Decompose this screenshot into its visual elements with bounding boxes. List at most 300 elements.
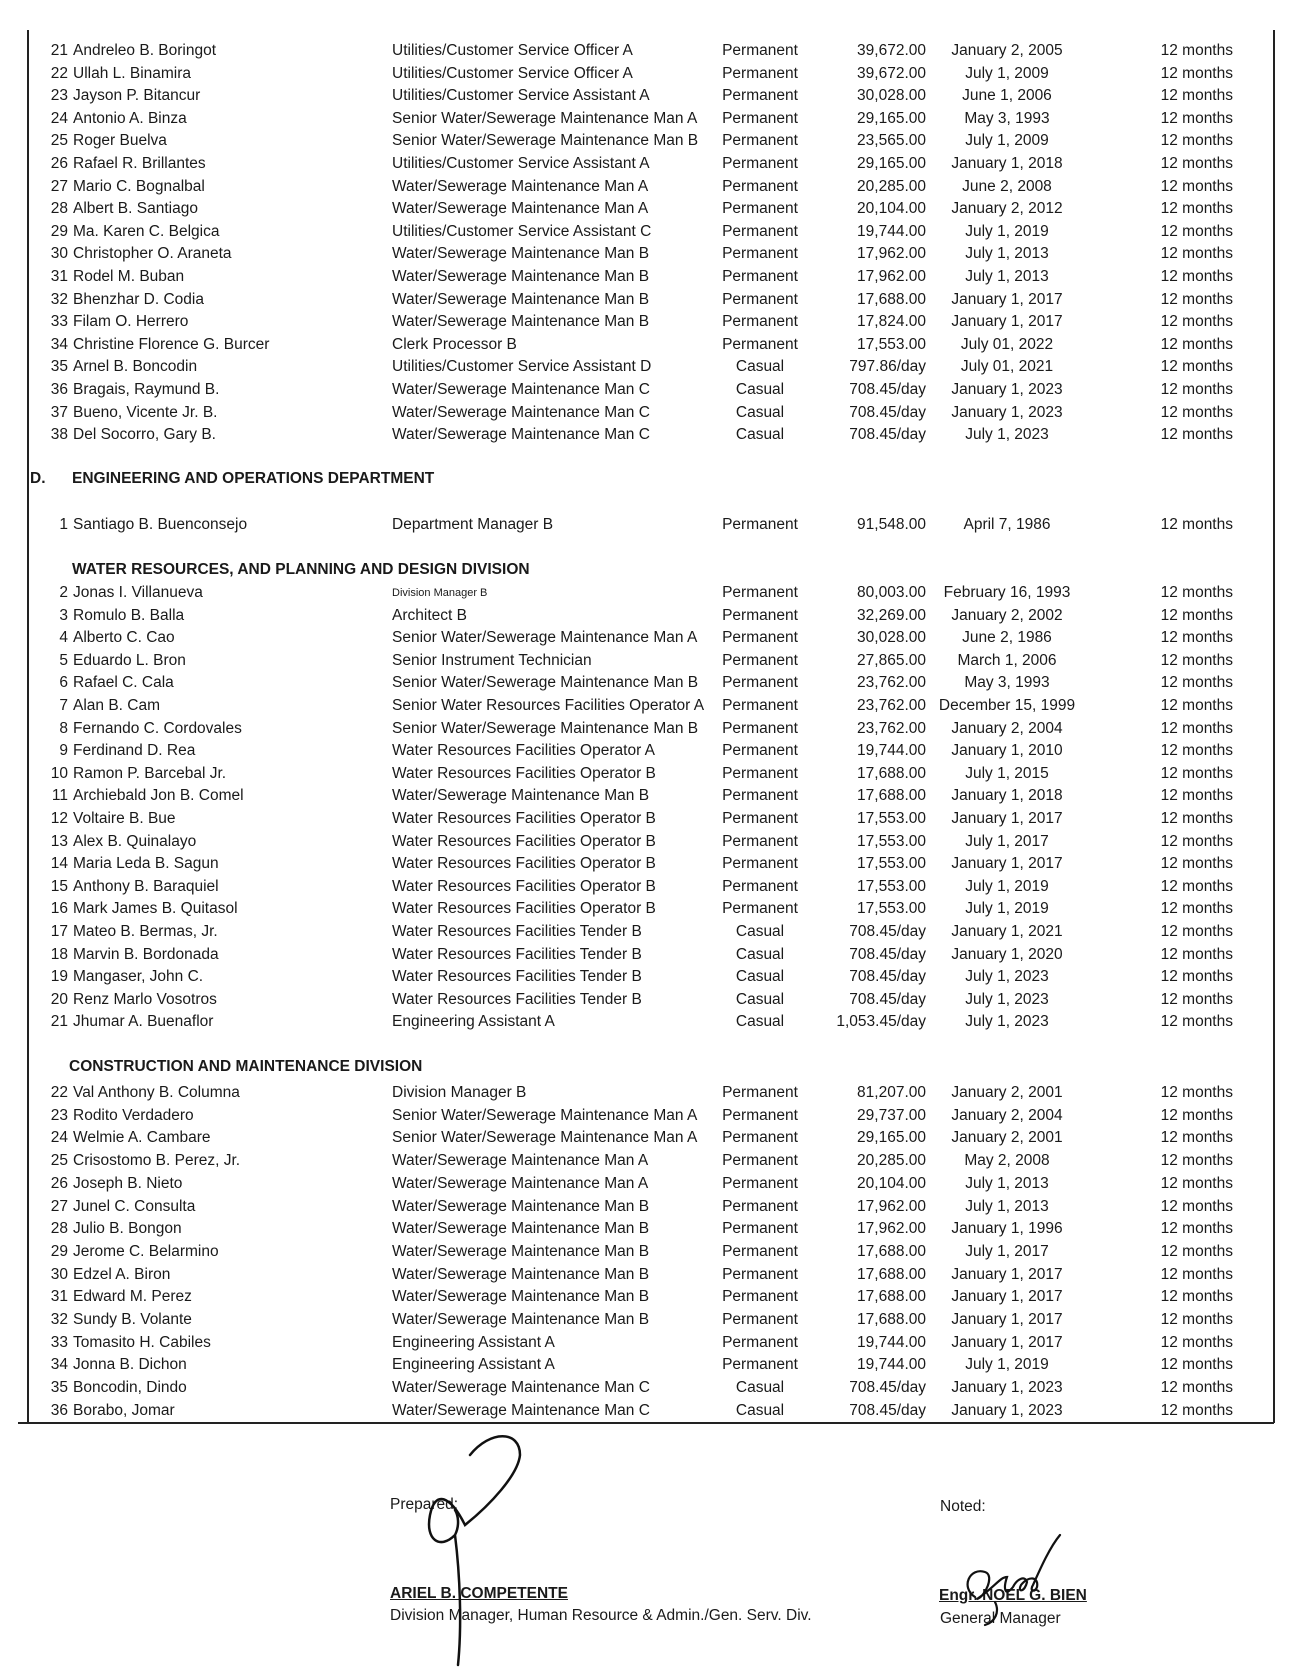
row-number: 36 <box>50 1401 68 1419</box>
employment-status: Permanent <box>722 1311 798 1328</box>
original-appointment-date: January 1, 2021 <box>951 923 1063 940</box>
employee-name: Rodito Verdadero <box>73 1106 194 1124</box>
employment-status: Casual <box>735 1401 785 1419</box>
row-number: 29 <box>50 222 68 240</box>
employee-name: Welmie A. Cambare <box>73 1129 211 1147</box>
salary: 39,672.00 <box>857 42 926 59</box>
duration: 12 months <box>1160 1288 1233 1306</box>
salary: 17,553.00 <box>857 877 926 895</box>
table-row <box>0 1286 1298 1308</box>
employment-status: Permanent <box>722 810 798 827</box>
position-title: Water/Sewerage Maintenance Man B <box>392 245 650 263</box>
table-row <box>0 514 1298 536</box>
employment-status: Permanent <box>722 200 798 218</box>
salary: 17,688.00 <box>857 1288 926 1306</box>
salary: 17,688.00 <box>857 1311 926 1328</box>
table-row <box>0 1332 1298 1354</box>
noted-title: General Manager <box>940 1610 1061 1627</box>
original-appointment-date: July 1, 2023 <box>965 990 1049 1008</box>
table-row <box>0 221 1298 243</box>
duration: 12 months <box>1160 268 1233 285</box>
employment-status: Casual <box>735 426 785 444</box>
position-title: Senior Instrument Technician <box>392 651 592 669</box>
original-appointment-date: July 1, 2023 <box>965 1013 1049 1031</box>
duration: 12 months <box>1160 584 1233 601</box>
employment-status: Casual <box>735 1379 785 1397</box>
table-row <box>0 1150 1298 1172</box>
table-row <box>0 989 1298 1011</box>
employee-name: Fernando C. Cordovales <box>73 719 242 737</box>
original-appointment-date: July 1, 2017 <box>965 832 1049 850</box>
salary: 17,824.00 <box>857 313 926 331</box>
salary: 23,762.00 <box>857 674 926 692</box>
original-appointment-date: July 1, 2013 <box>965 1174 1049 1192</box>
original-appointment-date: March 1, 2006 <box>957 651 1057 669</box>
row-number: 6 <box>59 674 68 692</box>
row-number: 20 <box>50 990 68 1008</box>
position-title: Department Manager B <box>392 516 554 533</box>
salary: 17,688.00 <box>857 1242 926 1260</box>
position-title: Water Resources Facilities Tender B <box>392 923 642 940</box>
row-number: 4 <box>59 629 68 647</box>
salary: 17,962.00 <box>857 268 926 285</box>
employment-status: Permanent <box>722 335 798 353</box>
duration: 12 months <box>1160 290 1233 308</box>
salary: 708.45/day <box>849 923 926 940</box>
original-appointment-date: February 16, 1993 <box>943 584 1071 601</box>
salary: 17,553.00 <box>857 855 926 873</box>
row-number: 28 <box>50 1220 68 1238</box>
position-title: Senior Water/Sewerage Maintenance Man B <box>392 132 699 150</box>
original-appointment-date: May 2, 2008 <box>964 1152 1050 1170</box>
duration: 12 months <box>1160 1174 1233 1192</box>
employment-status: Permanent <box>722 245 798 263</box>
table-row <box>0 650 1298 672</box>
division-title-construction: CONSTRUCTION AND MAINTENANCE DIVISION <box>69 1058 423 1075</box>
table-row <box>0 1105 1298 1127</box>
duration: 12 months <box>1160 64 1233 82</box>
duration: 12 months <box>1160 1242 1233 1260</box>
employment-status: Permanent <box>722 674 798 692</box>
salary: 708.45/day <box>849 1379 926 1397</box>
employee-name: Edzel A. Biron <box>73 1265 171 1283</box>
table-row <box>0 356 1298 378</box>
salary: 708.45/day <box>849 990 926 1008</box>
salary: 708.45/day <box>849 381 926 398</box>
prepared-name: ARIEL B. COMPETENTE <box>390 1585 568 1602</box>
position-title: Water Resources Facilities Tender B <box>392 945 642 963</box>
table-row <box>0 334 1298 356</box>
duration: 12 months <box>1160 1379 1233 1397</box>
employee-name: Christine Florence G. Burcer <box>73 335 270 353</box>
employment-status: Permanent <box>722 900 798 918</box>
employee-name: Roger Buelva <box>73 132 167 150</box>
employment-status: Permanent <box>722 42 798 59</box>
row-number: 25 <box>50 132 68 150</box>
employment-status: Casual <box>735 1013 785 1031</box>
employment-status: Permanent <box>722 1084 798 1101</box>
salary: 23,565.00 <box>857 132 926 150</box>
employee-name: Ullah L. Binamira <box>73 64 192 82</box>
prepared-title: Division Manager, Human Resource & Admin./Gen. Serv. Div. <box>390 1607 812 1624</box>
row-number: 21 <box>50 1013 68 1031</box>
employee-name: Antonio A. Binza <box>73 109 187 127</box>
position-title: Water Resources Facilities Tender B <box>392 968 642 986</box>
employment-status: Permanent <box>722 764 798 782</box>
employment-status: Permanent <box>722 1288 798 1306</box>
noted-label: Noted: <box>940 1498 986 1515</box>
duration: 12 months <box>1160 87 1233 105</box>
duration: 12 months <box>1160 764 1233 782</box>
original-appointment-date: July 1, 2009 <box>965 64 1049 82</box>
position-title: Architect B <box>392 606 467 624</box>
row-number: 38 <box>50 426 68 444</box>
table-row <box>0 1011 1298 1033</box>
row-number: 34 <box>50 335 68 353</box>
employee-name: Andreleo B. Boringot <box>73 42 217 59</box>
position-title: Utilities/Customer Service Assistant D <box>392 358 652 376</box>
original-appointment-date: January 2, 2012 <box>951 200 1063 218</box>
employment-status: Permanent <box>722 1174 798 1192</box>
duration: 12 months <box>1160 155 1233 172</box>
department-letter: D. <box>30 470 46 487</box>
row-number: 27 <box>50 1197 68 1215</box>
employee-name: Ma. Karen C. Belgica <box>73 222 220 240</box>
position-title: Water/Sewerage Maintenance Man B <box>392 313 650 331</box>
position-title: Water/Sewerage Maintenance Man A <box>392 1174 649 1192</box>
row-number: 26 <box>50 155 68 172</box>
table-row <box>0 582 1298 604</box>
row-number: 18 <box>50 945 68 963</box>
table-row <box>0 1264 1298 1286</box>
table-row <box>0 108 1298 130</box>
position-title: Water/Sewerage Maintenance Man B <box>392 1288 650 1306</box>
salary: 708.45/day <box>849 945 926 963</box>
table-row <box>0 605 1298 627</box>
position-title: Clerk Processor B <box>392 335 517 353</box>
row-number: 26 <box>50 1174 68 1192</box>
row-number: 10 <box>50 764 68 782</box>
salary: 27,865.00 <box>857 651 926 669</box>
employee-name: Ramon P. Barcebal Jr. <box>73 764 227 782</box>
salary: 17,962.00 <box>857 245 926 263</box>
table-row <box>0 695 1298 717</box>
duration: 12 months <box>1160 42 1233 59</box>
position-title: Division Manager B <box>392 1084 527 1101</box>
original-appointment-date: July 1, 2013 <box>965 1197 1049 1215</box>
salary: 19,744.00 <box>857 1356 926 1374</box>
employee-name: Marvin B. Bordonada <box>73 945 219 963</box>
table-row <box>0 785 1298 807</box>
employment-status: Permanent <box>722 832 798 850</box>
position-title: Water/Sewerage Maintenance Man C <box>392 403 650 421</box>
employment-status: Permanent <box>722 1106 798 1124</box>
row-number: 33 <box>50 1333 68 1351</box>
employee-name: Rodel M. Buban <box>73 268 185 285</box>
original-appointment-date: July 1, 2019 <box>965 1356 1049 1374</box>
employee-name: Filam O. Herrero <box>73 313 189 331</box>
table-row <box>0 921 1298 943</box>
duration: 12 months <box>1160 742 1233 760</box>
row-number: 16 <box>50 900 68 918</box>
row-number: 17 <box>50 923 68 940</box>
original-appointment-date: January 1, 2017 <box>951 1288 1063 1306</box>
duration: 12 months <box>1160 516 1233 533</box>
original-appointment-date: July 1, 2019 <box>965 900 1049 918</box>
original-appointment-date: January 1, 2023 <box>951 1379 1063 1397</box>
salary: 81,207.00 <box>857 1084 926 1101</box>
row-number: 25 <box>50 1152 68 1170</box>
table-row <box>0 289 1298 311</box>
salary: 19,744.00 <box>857 742 926 760</box>
table-row <box>0 379 1298 401</box>
position-title: Water/Sewerage Maintenance Man B <box>392 1311 650 1328</box>
salary: 17,553.00 <box>857 335 926 353</box>
employee-name: Joseph B. Nieto <box>73 1174 183 1192</box>
duration: 12 months <box>1160 1333 1233 1351</box>
salary: 17,962.00 <box>857 1220 926 1238</box>
table-row <box>0 763 1298 785</box>
salary: 17,962.00 <box>857 1197 926 1215</box>
salary: 29,165.00 <box>857 155 926 172</box>
original-appointment-date: January 1, 1996 <box>951 1220 1063 1238</box>
original-appointment-date: June 1, 2006 <box>962 87 1052 105</box>
duration: 12 months <box>1160 1106 1233 1124</box>
employee-name: Eduardo L. Bron <box>73 651 186 669</box>
employee-name: Jhumar A. Buenaflor <box>73 1013 214 1031</box>
original-appointment-date: July 1, 2019 <box>965 877 1049 895</box>
duration: 12 months <box>1160 200 1233 218</box>
employee-name: Mario C. Bognalbal <box>73 177 205 195</box>
position-title: Engineering Assistant A <box>392 1356 555 1374</box>
position-title: Water/Sewerage Maintenance Man A <box>392 177 649 195</box>
original-appointment-date: January 1, 2017 <box>951 1333 1063 1351</box>
salary: 29,737.00 <box>857 1106 926 1124</box>
table-row <box>0 40 1298 62</box>
table-border-bottom <box>18 1422 1274 1424</box>
employee-name: Archiebald Jon B. Comel <box>73 787 244 805</box>
employee-name: Christopher O. Araneta <box>73 245 232 263</box>
position-title: Water Resources Facilities Operator B <box>392 877 656 895</box>
row-number: 13 <box>50 832 68 850</box>
original-appointment-date: January 1, 2017 <box>951 810 1063 827</box>
employee-name: Jayson P. Bitancur <box>73 87 201 105</box>
employment-status: Casual <box>735 358 785 376</box>
employee-name: Alberto C. Cao <box>73 629 175 647</box>
row-number: 22 <box>50 64 68 82</box>
employee-name: Alan B. Cam <box>73 697 161 714</box>
employee-name: Mangaser, John C. <box>73 968 204 986</box>
employee-name: Bhenzhar D. Codia <box>73 290 204 308</box>
employment-status: Permanent <box>722 742 798 760</box>
employment-status: Permanent <box>722 313 798 331</box>
position-title: Water/Sewerage Maintenance Man B <box>392 1265 650 1283</box>
original-appointment-date: January 1, 2017 <box>951 1265 1063 1283</box>
employee-name: Borabo, Jomar <box>73 1401 175 1419</box>
original-appointment-date: January 2, 2004 <box>951 719 1063 737</box>
prepared-signature <box>410 1425 540 1675</box>
position-title: Utilities/Customer Service Assistant A <box>392 155 650 172</box>
salary: 32,269.00 <box>857 606 926 624</box>
row-number: 34 <box>50 1356 68 1374</box>
salary: 1,053.45/day <box>836 1013 926 1031</box>
salary: 20,104.00 <box>857 200 926 218</box>
table-row <box>0 130 1298 152</box>
position-title: Water/Sewerage Maintenance Man A <box>392 1152 649 1170</box>
row-number: 30 <box>50 245 68 263</box>
salary: 23,762.00 <box>857 697 926 714</box>
table-row <box>0 85 1298 107</box>
position-title: Water/Sewerage Maintenance Man B <box>392 1220 650 1238</box>
original-appointment-date: January 1, 2018 <box>951 155 1063 172</box>
salary: 23,762.00 <box>857 719 926 737</box>
employment-status: Casual <box>735 403 785 421</box>
duration: 12 months <box>1160 629 1233 647</box>
table-row <box>0 153 1298 175</box>
employment-status: Permanent <box>722 222 798 240</box>
duration: 12 months <box>1160 358 1233 376</box>
duration: 12 months <box>1160 335 1233 353</box>
duration: 12 months <box>1160 245 1233 263</box>
employment-status: Permanent <box>722 1356 798 1374</box>
employee-name: Del Socorro, Gary B. <box>73 426 216 444</box>
duration: 12 months <box>1160 109 1233 127</box>
employee-name: Julio B. Bongon <box>73 1220 182 1238</box>
original-appointment-date: January 1, 2010 <box>951 742 1063 760</box>
position-title: Water Resources Facilities Operator A <box>392 742 656 760</box>
duration: 12 months <box>1160 855 1233 873</box>
salary: 20,285.00 <box>857 1152 926 1170</box>
employee-name: Arnel B. Boncodin <box>73 358 198 376</box>
row-number: 7 <box>59 697 68 714</box>
original-appointment-date: July 1, 2013 <box>965 245 1049 263</box>
employee-name: Rafael R. Brillantes <box>73 155 206 172</box>
salary: 91,548.00 <box>857 516 926 533</box>
original-appointment-date: January 1, 2018 <box>951 787 1063 805</box>
duration: 12 months <box>1160 1084 1233 1101</box>
duration: 12 months <box>1160 1265 1233 1283</box>
position-title: Water/Sewerage Maintenance Man B <box>392 1242 650 1260</box>
duration: 12 months <box>1160 132 1233 150</box>
table-row <box>0 176 1298 198</box>
position-title: Senior Water/Sewerage Maintenance Man A <box>392 629 698 647</box>
original-appointment-date: January 1, 2017 <box>951 855 1063 873</box>
row-number: 31 <box>50 268 68 285</box>
row-number: 30 <box>50 1265 68 1283</box>
salary: 19,744.00 <box>857 222 926 240</box>
employment-status: Permanent <box>722 877 798 895</box>
row-number: 31 <box>50 1288 68 1306</box>
salary: 708.45/day <box>849 426 926 444</box>
row-number: 3 <box>59 606 68 624</box>
salary: 17,688.00 <box>857 290 926 308</box>
duration: 12 months <box>1160 1129 1233 1147</box>
row-number: 35 <box>50 358 68 376</box>
row-number: 1 <box>59 516 68 533</box>
position-title: Water Resources Facilities Operator B <box>392 855 656 873</box>
table-row <box>0 944 1298 966</box>
original-appointment-date: June 2, 2008 <box>962 177 1052 195</box>
employment-status: Permanent <box>722 1265 798 1283</box>
employment-status: Casual <box>735 381 785 398</box>
row-number: 27 <box>50 177 68 195</box>
original-appointment-date: January 2, 2004 <box>951 1106 1063 1124</box>
row-number: 24 <box>50 1129 68 1147</box>
table-row <box>0 1196 1298 1218</box>
row-number: 33 <box>50 313 68 331</box>
row-number: 22 <box>50 1084 68 1101</box>
duration: 12 months <box>1160 945 1233 963</box>
noted-signature <box>955 1527 1065 1627</box>
position-title: Utilities/Customer Service Officer A <box>392 64 633 82</box>
duration: 12 months <box>1160 900 1233 918</box>
employee-name: Ferdinand D. Rea <box>73 742 196 760</box>
original-appointment-date: January 2, 2001 <box>951 1129 1063 1147</box>
employment-status: Permanent <box>722 155 798 172</box>
position-title: Water/Sewerage Maintenance Man C <box>392 1401 650 1419</box>
position-title: Water Resources Facilities Operator B <box>392 810 656 827</box>
position-title: Water/Sewerage Maintenance Man C <box>392 1379 650 1397</box>
position-title: Water/Sewerage Maintenance Man A <box>392 200 649 218</box>
original-appointment-date: July 1, 2019 <box>965 222 1049 240</box>
position-title: Water/Sewerage Maintenance Man B <box>392 787 650 805</box>
duration: 12 months <box>1160 1013 1233 1031</box>
original-appointment-date: July 1, 2009 <box>965 132 1049 150</box>
table-row <box>0 1082 1298 1104</box>
duration: 12 months <box>1160 1356 1233 1374</box>
duration: 12 months <box>1160 606 1233 624</box>
table-row <box>0 1127 1298 1149</box>
row-number: 28 <box>50 200 68 218</box>
row-number: 8 <box>59 719 68 737</box>
employee-name: Boncodin, Dindo <box>73 1379 187 1397</box>
employee-name: Mateo B. Bermas, Jr. <box>73 923 218 940</box>
duration: 12 months <box>1160 968 1233 986</box>
duration: 12 months <box>1160 1152 1233 1170</box>
row-number: 29 <box>50 1242 68 1260</box>
employment-status: Permanent <box>722 1242 798 1260</box>
duration: 12 months <box>1160 697 1233 714</box>
employee-name: Jerome C. Belarmino <box>73 1242 219 1260</box>
original-appointment-date: July 1, 2017 <box>965 1242 1049 1260</box>
row-number: 32 <box>50 290 68 308</box>
position-title: Water/Sewerage Maintenance Man C <box>392 426 650 444</box>
employee-name: Renz Marlo Vosotros <box>73 990 217 1008</box>
employee-name: Alex B. Quinalayo <box>73 832 197 850</box>
employee-name: Anthony B. Baraquiel <box>73 877 219 895</box>
table-row <box>0 1354 1298 1376</box>
table-row <box>0 1218 1298 1240</box>
table-row <box>0 672 1298 694</box>
employment-status: Permanent <box>722 132 798 150</box>
employee-name: Tomasito H. Cabiles <box>73 1333 211 1351</box>
position-title: Water/Sewerage Maintenance Man B <box>392 268 650 285</box>
row-number: 5 <box>59 651 68 669</box>
table-row <box>0 402 1298 424</box>
salary: 17,688.00 <box>857 787 926 805</box>
original-appointment-date: January 1, 2017 <box>951 313 1063 331</box>
employee-name: Mark James B. Quitasol <box>73 900 238 918</box>
duration: 12 months <box>1160 719 1233 737</box>
table-row <box>0 1241 1298 1263</box>
position-title: Water Resources Facilities Operator B <box>392 832 656 850</box>
employment-status: Casual <box>735 990 785 1008</box>
original-appointment-date: January 2, 2005 <box>951 42 1063 59</box>
employee-name: Bragais, Raymund B. <box>73 381 220 398</box>
salary: 797.86/day <box>849 358 926 376</box>
table-row <box>0 1173 1298 1195</box>
employment-status: Permanent <box>722 268 798 285</box>
